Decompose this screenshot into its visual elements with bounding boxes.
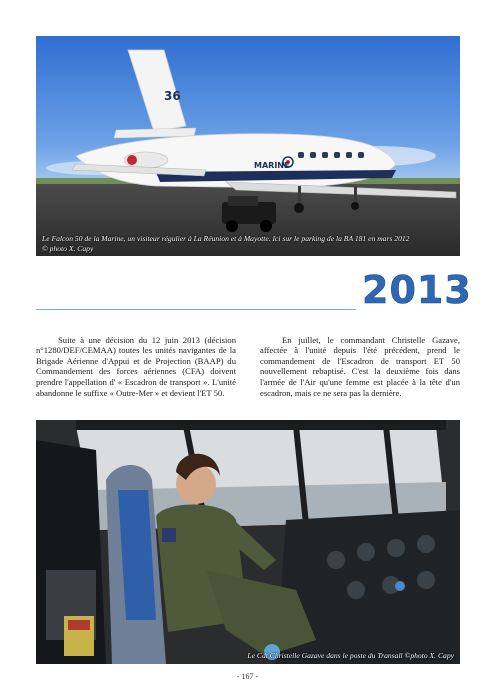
falcon-50-illustration [36,36,460,256]
photo-caption-top-line2: © photo X. Capy [42,244,94,253]
tail-number: 36 [164,89,181,103]
section-year-heading: 2013 [362,268,472,312]
paragraph-left: Suite à une décision du 12 juin 2013 (décision n°1280/DEF/CEMAA) toutes les unités navigantes de la Brigade Aérienne d'Appui et de Projection (BAAP) du Commandement des forces aériennes (CFA) doivent prendre l'appellation d' « Escadron de transport ». L'unité abandonne le suffixe « Outre-Mer » et devient l'ET 50. [36,334,236,398]
transall-cockpit-photo [36,420,460,664]
section-divider [36,309,356,310]
falcon-50-photo [36,36,460,256]
paragraph-right: En juillet, le commandant Christelle Gazave, affectée à l'unité depuis l'été précédent, prend le commandement de l'Escadron de transport ET 50 nouvellement rebaptisé. C'est la deuxième fois dans l'armée de l'Air qu'une femme est placée à la tête d'un escadron, mais ce ne sera pas la dernière. [260,334,460,398]
cockpit-illustration [36,420,460,664]
fuselage-marking: MARINE [254,161,290,170]
photo-caption-bottom: Le Cdt Christelle Gazave dans le poste du Transall ©photo X. Capy [247,651,454,660]
page-number: - 167 - [236,672,259,681]
photo-caption-top-line1: Le Falcon 50 de la Marine, un visiteur régulier à La Réunion et à Mayotte. Ici sur le parking de la BA 181 en mars 2012 [42,234,410,243]
photo-caption-top [42,234,454,254]
